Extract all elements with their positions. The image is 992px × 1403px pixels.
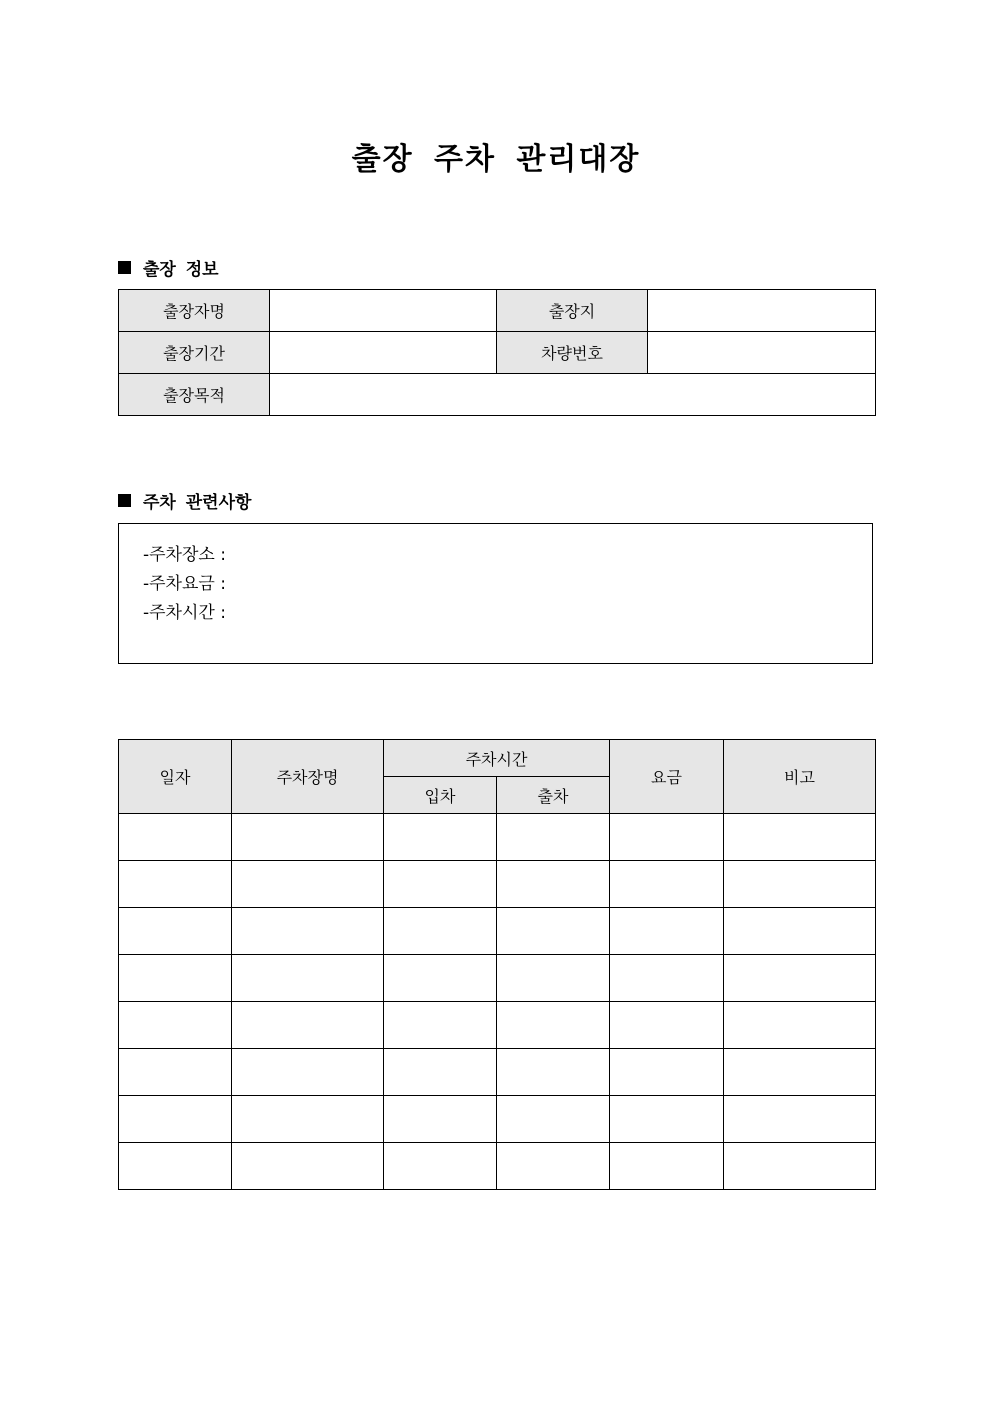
fee-cell[interactable] — [610, 908, 724, 955]
traveler-name-field[interactable] — [270, 290, 497, 332]
black-square-icon — [118, 261, 131, 274]
parking-info-heading-text: 주차 관련사항 — [143, 493, 252, 513]
parking-time-column-header: 주차시간 — [384, 740, 610, 777]
lot-name-cell[interactable] — [232, 1049, 384, 1096]
trip-purpose-field[interactable] — [270, 374, 876, 416]
fee-cell[interactable] — [610, 1049, 724, 1096]
traveler-name-label: 출장자명 — [119, 290, 270, 332]
fee-cell[interactable] — [610, 955, 724, 1002]
note-cell[interactable] — [724, 1049, 876, 1096]
note-cell[interactable] — [724, 1002, 876, 1049]
date-cell[interactable] — [119, 1143, 232, 1190]
lot-name-cell[interactable] — [232, 1002, 384, 1049]
destination-field[interactable] — [648, 290, 876, 332]
log-header-row — [119, 740, 876, 777]
fee-cell[interactable] — [610, 1096, 724, 1143]
trip-info-row — [119, 374, 876, 416]
entry-cell[interactable] — [384, 1049, 497, 1096]
table-row — [119, 1002, 876, 1049]
page-title: 출장 주차 관리대장 — [351, 142, 641, 177]
table-row — [119, 1143, 876, 1190]
fee-cell[interactable] — [610, 861, 724, 908]
black-square-icon — [118, 494, 131, 507]
fee-cell[interactable] — [610, 814, 724, 861]
exit-cell[interactable] — [497, 861, 610, 908]
parking-time-line: -주차시간 : — [143, 603, 226, 623]
parking-log-table — [118, 739, 876, 1190]
date-column-header: 일자 — [119, 740, 232, 814]
exit-cell[interactable] — [497, 908, 610, 955]
trip-info-heading-text: 출장 정보 — [143, 260, 219, 280]
trip-purpose-label: 출장목적 — [119, 374, 270, 416]
trip-period-label: 출장기간 — [119, 332, 270, 374]
parking-notes-box[interactable] — [118, 523, 873, 664]
date-cell[interactable] — [119, 814, 232, 861]
date-cell[interactable] — [119, 1049, 232, 1096]
lot-name-cell[interactable] — [232, 908, 384, 955]
exit-cell[interactable] — [497, 1049, 610, 1096]
exit-cell[interactable] — [497, 955, 610, 1002]
table-row — [119, 814, 876, 861]
exit-cell[interactable] — [497, 1143, 610, 1190]
exit-column-header: 출차 — [497, 777, 610, 814]
fee-cell[interactable] — [610, 1002, 724, 1049]
date-cell[interactable] — [119, 1002, 232, 1049]
vehicle-number-field[interactable] — [648, 332, 876, 374]
exit-cell[interactable] — [497, 1002, 610, 1049]
fee-cell[interactable] — [610, 1143, 724, 1190]
fee-column-header: 요금 — [610, 740, 724, 814]
trip-info-heading — [118, 255, 219, 280]
note-cell[interactable] — [724, 955, 876, 1002]
entry-cell[interactable] — [384, 861, 497, 908]
entry-cell[interactable] — [384, 908, 497, 955]
table-row — [119, 861, 876, 908]
lot-name-cell[interactable] — [232, 955, 384, 1002]
entry-cell[interactable] — [384, 1143, 497, 1190]
entry-cell[interactable] — [384, 814, 497, 861]
entry-column-header: 입차 — [384, 777, 497, 814]
table-row — [119, 1096, 876, 1143]
trip-info-table — [118, 289, 876, 416]
table-row — [119, 1049, 876, 1096]
date-cell[interactable] — [119, 1096, 232, 1143]
lot-name-cell[interactable] — [232, 861, 384, 908]
lot-name-cell[interactable] — [232, 1143, 384, 1190]
note-cell[interactable] — [724, 814, 876, 861]
table-row — [119, 908, 876, 955]
destination-label: 출장지 — [497, 290, 648, 332]
log-table-body — [119, 814, 876, 1190]
parking-info-heading — [118, 488, 251, 513]
note-cell[interactable] — [724, 861, 876, 908]
exit-cell[interactable] — [497, 814, 610, 861]
date-cell[interactable] — [119, 955, 232, 1002]
date-cell[interactable] — [119, 861, 232, 908]
lot-name-column-header: 주차장명 — [232, 740, 384, 814]
vehicle-number-label: 차량번호 — [497, 332, 648, 374]
parking-location-line: -주차장소 : — [143, 545, 226, 565]
entry-cell[interactable] — [384, 1002, 497, 1049]
lot-name-cell[interactable] — [232, 814, 384, 861]
note-cell[interactable] — [724, 1096, 876, 1143]
trip-info-row — [119, 290, 876, 332]
entry-cell[interactable] — [384, 955, 497, 1002]
note-cell[interactable] — [724, 1143, 876, 1190]
exit-cell[interactable] — [497, 1096, 610, 1143]
entry-cell[interactable] — [384, 1096, 497, 1143]
table-row — [119, 955, 876, 1002]
date-cell[interactable] — [119, 908, 232, 955]
trip-period-field[interactable] — [270, 332, 497, 374]
note-cell[interactable] — [724, 908, 876, 955]
note-column-header: 비고 — [724, 740, 876, 814]
parking-fee-line: -주차요금 : — [143, 574, 226, 594]
lot-name-cell[interactable] — [232, 1096, 384, 1143]
trip-info-row — [119, 332, 876, 374]
